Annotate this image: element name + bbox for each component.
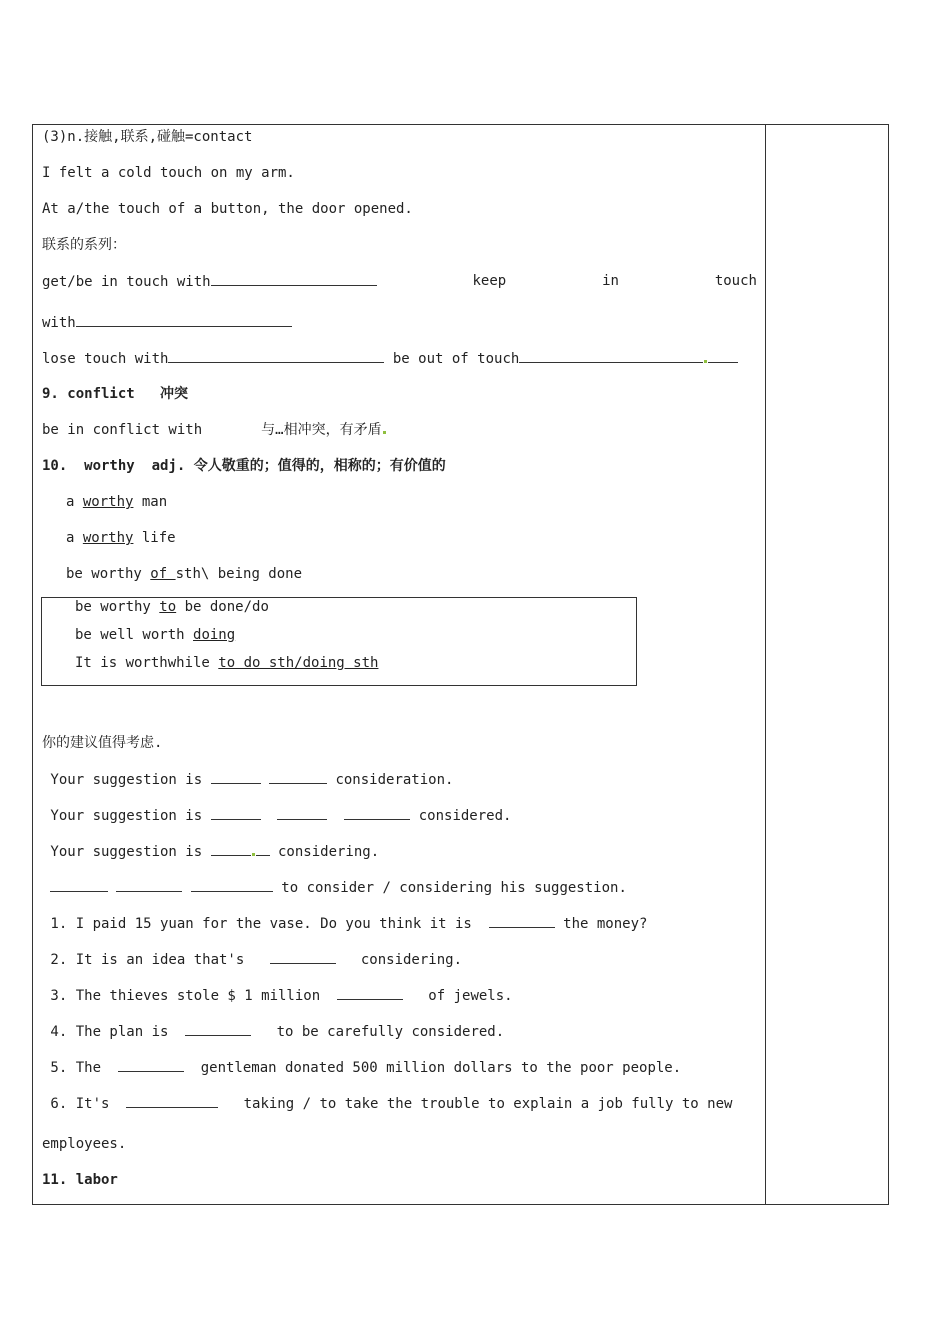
- blank: [344, 806, 410, 820]
- box-line-1: be worthy to be done/do: [75, 599, 269, 615]
- word-in: in: [602, 273, 619, 289]
- heading-labor: 11. labor: [42, 1172, 118, 1188]
- exercise-4: 4. The plan is to be carefully considered.: [42, 1024, 505, 1040]
- line-series-title: 联系的系列：: [42, 237, 126, 253]
- blank: [211, 806, 261, 820]
- blank: [277, 806, 327, 820]
- blank: [519, 349, 703, 363]
- blank: [118, 1058, 184, 1072]
- blank: [211, 770, 261, 784]
- line-in-conflict: be in conflict with 与…相冲突，有矛盾: [42, 421, 387, 439]
- line-lose-touch: lose touch with be out of touch: [42, 349, 738, 368]
- exercise-2: 2. It is an idea that's considering.: [42, 952, 463, 968]
- word-touch: touch: [714, 273, 757, 289]
- blank: [76, 313, 292, 327]
- exercise-6-continued: employees.: [42, 1136, 127, 1152]
- line-worthy-life: a worthy life: [66, 530, 176, 546]
- blank: [337, 986, 403, 1000]
- blank: [191, 878, 273, 892]
- line-worthy-of: be worthy of sth\ being done: [66, 566, 303, 582]
- chinese-sentence: 你的建议值得考虑.: [42, 735, 163, 751]
- suggestion-line-4: to consider / considering his suggestion.: [50, 878, 627, 897]
- exercise-5: 5. The gentleman donated 500 million dollars to the poor people.: [42, 1060, 682, 1076]
- box-line-3: It is worthwhile to do sth/doing sth: [75, 655, 379, 671]
- mark-dot: [383, 431, 386, 434]
- blank: [256, 842, 270, 856]
- blank: [185, 1022, 251, 1036]
- suggestion-line-3: Your suggestion is considering.: [42, 844, 380, 860]
- mark-dot: [252, 853, 255, 856]
- blank: [211, 842, 251, 856]
- phrase-get-in-touch: get/be in touch with: [42, 272, 377, 291]
- blank: [168, 349, 384, 363]
- exercise-1: 1. I paid 15 yuan for the vase. Do you think it is the money?: [42, 916, 648, 932]
- suggestion-line-2: Your suggestion is considered.: [42, 808, 512, 824]
- line-example-1: I felt a cold touch on my arm.: [42, 165, 295, 181]
- line-touch-noun: (3)n.接触,联系,碰触=contact: [42, 129, 253, 145]
- word-keep: keep: [472, 273, 507, 289]
- heading-conflict: 9. conflict 冲突: [42, 386, 189, 402]
- line-get-in-touch: [42, 272, 757, 291]
- blank: [50, 878, 108, 892]
- blank: [126, 1094, 218, 1108]
- exercise-6: 6. It's taking / to take the trouble to explain a job fully to new: [42, 1096, 733, 1112]
- line-example-2: At a/the touch of a button, the door opened.: [42, 201, 413, 217]
- blank: [270, 950, 336, 964]
- blank: [269, 770, 327, 784]
- blank: [489, 914, 555, 928]
- box-line-2: be well worth doing: [75, 627, 236, 643]
- column-divider: [765, 124, 766, 1205]
- blank: [116, 878, 182, 892]
- mark-dot: [704, 360, 707, 363]
- line-with: with: [42, 313, 292, 332]
- blank: [708, 349, 738, 363]
- exercise-3: 3. The thieves stole $ 1 million of jewels.: [42, 988, 513, 1004]
- suggestion-line-1: Your suggestion is consideration.: [42, 772, 454, 788]
- heading-worthy: 10. worthy adj. 令人敬重的；值得的，相称的；有价值的: [42, 458, 446, 474]
- line-worthy-man: a worthy man: [66, 494, 168, 510]
- blank: [211, 272, 377, 286]
